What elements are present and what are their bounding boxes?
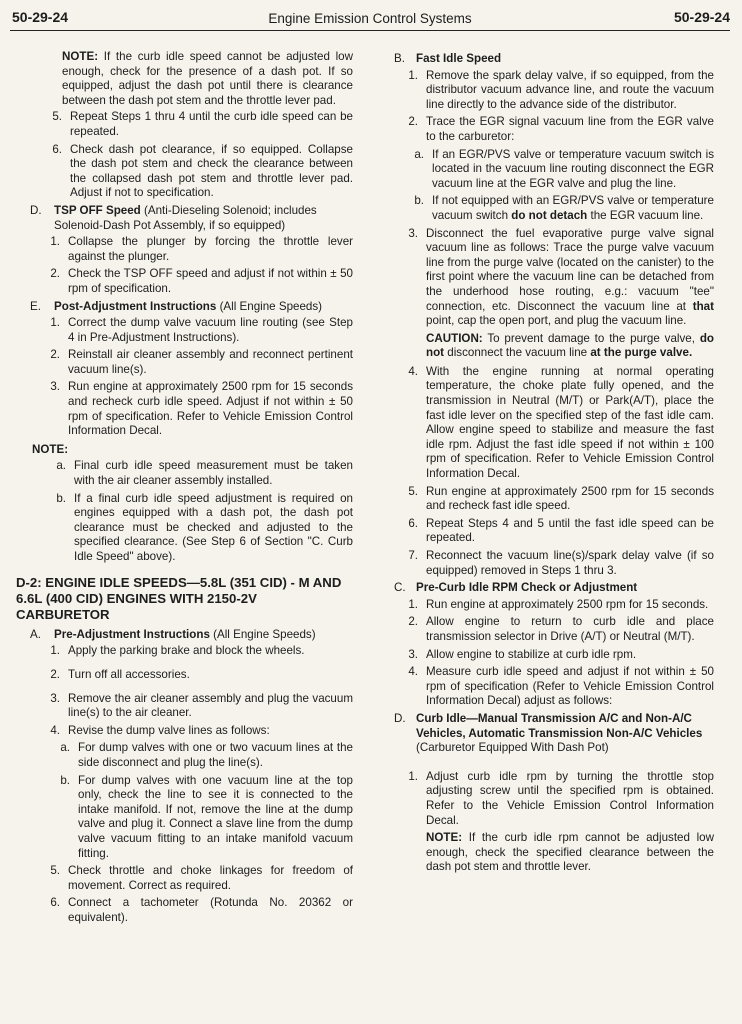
list-item: 5. Check throttle and choke linkages for freedom of movement. Correct as required. xyxy=(50,864,353,892)
note-curb-idle: NOTE: If the curb idle rpm cannot be adjusted low enough, check the specified clearance between the dash pot stem and throttle lever. xyxy=(426,831,714,874)
list-item: 2. Check the TSP OFF speed and adjust if not within ± 50 rpm of specification. xyxy=(50,267,353,295)
list-item: 1. Apply the parking brake and block the wheels. xyxy=(50,644,305,658)
page-number-right: 50-29-24 xyxy=(673,9,730,25)
section-a-heading: A. Pre-Adjustment Instructions (All Engine Speeds) xyxy=(30,627,316,641)
list-item: b. For dump valves with one vacuum line at the top only, check the line to see it is connected to the intake manifold. If not, remove the line at the dump valve and plug it. Connect a slave line from the dump valve vacuum fitting to an intake manifold vacuum fitting. xyxy=(60,773,353,860)
list-item: 1. Collapse the plunger by forcing the throttle lever against the plunger. xyxy=(50,235,353,263)
page-header xyxy=(10,4,730,31)
section-c-steps xyxy=(384,598,714,709)
list-item: 4. Revise the dump valve lines as follows: xyxy=(50,723,270,737)
list-item: 6. Check dash pot clearance, if so equipped. Collapse the dash pot stem and check the clearance between the collapsed dash pot stem and throttle lever pad. Adjust if not to specification. xyxy=(52,142,353,200)
list-item: 3. Disconnect the fuel evaporative purge valve signal vacuum line as follows: Trace the purge valve vacuum line from the purge valve (located on the canister) to the first point where the vacuum line can be detached from the underhood hose routing, e.g.: vacuum "tee" connection, etc. Disconnect the vacuum line at that point, cap the open port, and plug the vacuum line. xyxy=(408,226,714,328)
list-item: a. If an EGR/PVS valve or temperature vacuum switch is located in the vacuum line routing disconnect the EGR vacuum line at the EGR valve and plug the line. xyxy=(414,147,714,190)
caution-note: CAUTION: To prevent damage to the purge valve, do not disconnect the vacuum line at the purge valve. xyxy=(426,331,714,360)
list-item: 7. Reconnect the vacuum line(s)/spark delay valve (if so equipped) removed in Steps 1 thru 3. xyxy=(408,549,714,577)
list-item: 4. Measure curb idle speed and adjust if not within ± 50 rpm of specification (Refer to Vehicle Emission Control Information Decal) adjust as follows: xyxy=(408,665,714,708)
list-item: 6. Connect a tachometer (Rotunda No. 20362 or equivalent). xyxy=(50,896,353,924)
list-item: 5. Repeat Steps 1 thru 4 until the curb idle speed can be repeated. xyxy=(52,110,353,138)
list-item: 2. Reinstall air cleaner assembly and reconnect pertinent vacuum line(s). xyxy=(50,348,353,376)
note-label: NOTE: xyxy=(32,442,69,456)
page-title: Engine Emission Control Systems xyxy=(268,11,472,26)
section-d-curb-idle-steps xyxy=(384,770,714,875)
note-items xyxy=(16,459,353,564)
list-item: 1. Adjust curb idle rpm by turning the throttle stop adjusting screw until the specified rpm is obtained. Refer to the Vehicle Emission Control Information Decal. xyxy=(408,769,714,827)
list-item: 2. Turn off all accessories. xyxy=(50,668,190,681)
section-b-heading: B. Fast Idle Speed xyxy=(394,52,502,65)
dump-valve-substeps xyxy=(28,741,353,861)
section-e-heading: E. Post-Adjustment Instructions (All Engine Speeds) xyxy=(30,299,323,313)
list-item: 3. Allow engine to stabilize at curb idle rpm. xyxy=(408,647,637,661)
section-d-steps xyxy=(16,235,353,296)
list-item: 1. Correct the dump valve vacuum line routing (see Step 4 in Pre-Adjustment Instructions). xyxy=(50,316,353,344)
list-item: a. For dump valves with one or two vacuum lines at the side disconnect and plug the line(s). xyxy=(60,741,353,769)
list-item: 3. Remove the air cleaner assembly and plug the vacuum line(s) to the air cleaner. xyxy=(50,691,353,720)
page-number-left: 50-29-24 xyxy=(12,9,69,25)
list-item: 5. Run engine at approximately 2500 rpm for 15 seconds and recheck fast idle speed. xyxy=(408,484,714,513)
right-column xyxy=(384,50,714,877)
section-c-heading: C. Pre-Curb Idle RPM Check or Adjustment xyxy=(394,581,638,595)
section-d2-heading: D-2: ENGINE IDLE SPEEDS—5.8L (351 CID) - M AND 6.6L (400 CID) ENGINES WITH 2150-2V CARBURETOR xyxy=(16,574,342,623)
section-b-steps xyxy=(384,69,714,579)
note-top: NOTE: If the curb idle speed cannot be adjusted low enough, check for the presence of a dash pot. If so equipped, adjust the dash pot until there is clearance between the dash pot stem and the throttle lever pad. xyxy=(62,50,353,107)
egr-substeps xyxy=(384,148,714,224)
list-item: b. If not equipped with an EGR/PVS valve or temperature vacuum switch do not detach the EGR vacuum line. xyxy=(414,194,714,222)
list-item: a. Final curb idle speed measurement must be taken with the air cleaner assembly installed. xyxy=(56,459,353,488)
section-d-curb-idle-heading: D. Curb Idle—Manual Transmission A/C and Non-A/C Vehicles, Automatic Transmission Non-A/C Vehicles (Carburetor Equipped With Dash Pot) xyxy=(394,711,703,755)
section-e-steps xyxy=(16,316,353,439)
list-item: 3. Run engine at approximately 2500 rpm for 15 seconds and recheck curb idle speed. Adjust if not within ± 50 rpm of specification. Refer to Vehicle Emission Control Information Decal. xyxy=(50,380,353,438)
list-item: 1. Run engine at approximately 2500 rpm for 15 seconds. xyxy=(408,597,709,611)
list-item: b. If a final curb idle speed adjustment is required on engines equipped with a dash pot, the dash pot clearance must be checked and adjusted to the specified clearance. (See Step 6 of Section "C. Curb Idle Speed" above). xyxy=(56,491,353,563)
section-a-steps xyxy=(16,644,353,925)
curb-idle-steps xyxy=(16,110,353,201)
section-d-heading: D. TSP OFF Speed (Anti-Dieseling Solenoid; includes Solenoid-Dash Pot Assembly, if so equipped) xyxy=(30,203,317,232)
list-item: 2. Trace the EGR signal vacuum line from the EGR valve to the carburetor: xyxy=(408,115,714,143)
list-item: 4. With the engine running at normal operating temperature, the choke plate fully opened, and the transmission in Neutral (M/T) or Park(A/T), place the fast idle lever on the specified step of the fast idle cam. Allow engine speed to stabilize and measure the fast idle rpm. Adjust the fast idle speed if not within ± 100 rpm of specification. Refer to Vehicle Emission Control Information Decal. xyxy=(408,364,714,481)
list-item: 2. Allow engine to return to curb idle and place transmission selector in Drive (A/T) or Neutral (M/T). xyxy=(408,615,714,643)
list-item: 6. Repeat Steps 4 and 5 until the fast idle speed can be repeated. xyxy=(408,516,714,545)
left-column xyxy=(16,50,353,929)
list-item: 1. Remove the spark delay valve, if so equipped, from the distributor vacuum advance line, and route the vacuum line directly to the advance side of the distributor. xyxy=(408,68,714,111)
